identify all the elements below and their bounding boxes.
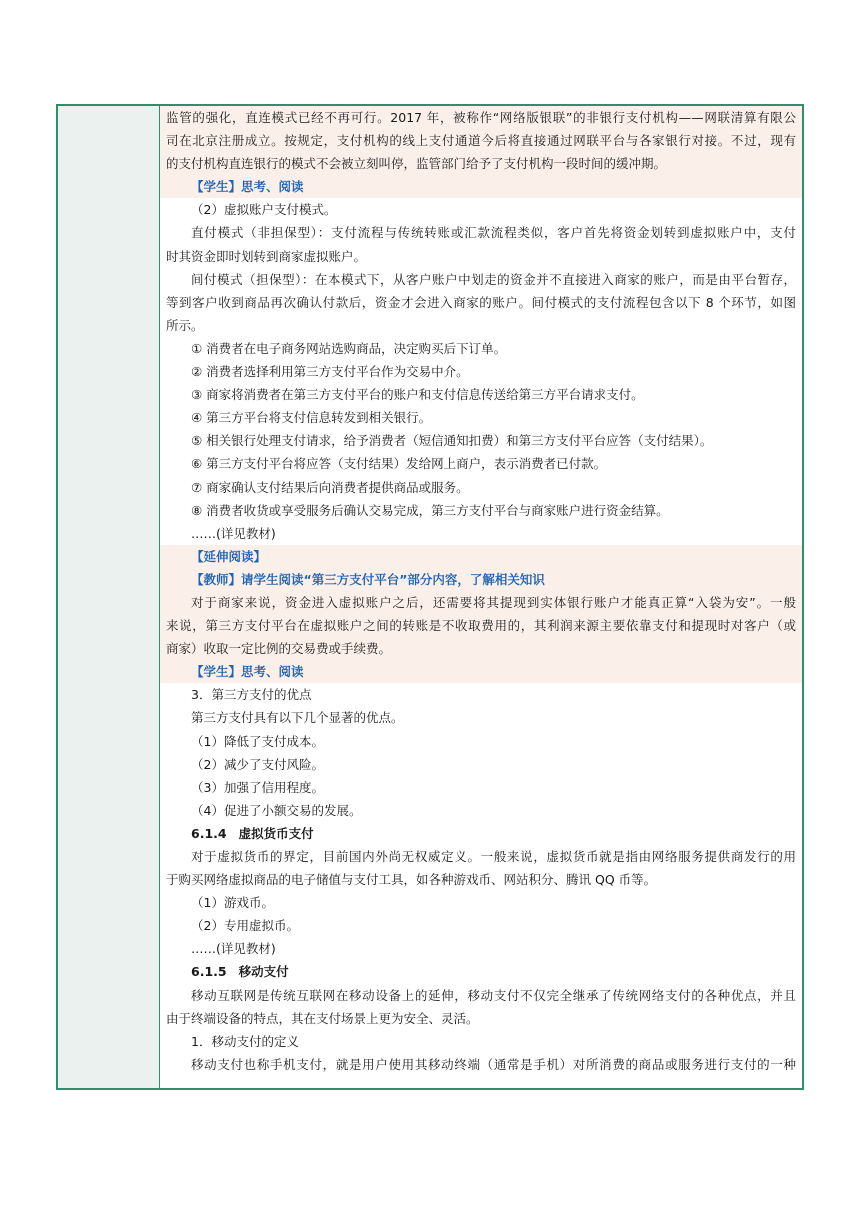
subsection-heading: 3．第三方支付的优点 (191, 687, 312, 703)
text-line: 移动支付也称手机支付，就是用户使用其移动终端（通常是手机）对所消费的商品或服务进行支付的一种 (191, 1056, 796, 1072)
list-item: ② 消费者选择利用第三方支付平台作为交易中介。 (191, 364, 469, 380)
list-item: （1）降低了支付成本。 (191, 733, 324, 749)
subsection-heading: 1．移动支付的定义 (191, 1033, 299, 1049)
list-item: ④ 第三方平台将支付信息转发到相关银行。 (191, 410, 432, 426)
section-heading (166, 960, 796, 983)
text-line: 司在北京注册成立。按规定，支付机构的线上支付通道今后将直接通过网联平台与各家银行对接。不过，现有 (160, 129, 802, 152)
text-line: 对于商家来说，资金进入虚拟账户之后，还需要将其提现到实体银行账户才能真正算“入袋为安”。一般 (160, 591, 802, 614)
text-line: 于购买网络虚拟商品的电子储值与支付工具，如各种游戏币、网站积分、腾讯 QQ 币等。 (166, 872, 657, 888)
text-line: 等到客户收到商品再次确认付款后，资金才会进入商家的账户。间付模式的支付流程包含以下 8 个环节，如图 (166, 294, 796, 310)
section-number: 6.1.5 (191, 964, 227, 980)
student-activity-label: 【学生】思考、阅读 (160, 175, 802, 198)
text-line: 第三方支付具有以下几个显著的优点。 (191, 710, 404, 726)
student-activity-label: 【学生】思考、阅读 (160, 660, 802, 683)
text-line: 的支付机构直连银行的模式不会被立刻叫停，监管部门给予了支付机构一段时间的缓冲期。 (160, 152, 802, 175)
list-item: ⑧ 消费者收货或享受服务后确认交易完成，第三方支付平台与商家账户进行资金结算。 (191, 502, 669, 518)
section-title: 虚拟货币支付 (238, 825, 314, 841)
text-line: 对于虚拟货币的界定，目前国内外尚无权威定义。一般来说，虚拟货币就是指由网络服务提供商发行的用 (191, 849, 796, 864)
text-line: 监管的强化，直连模式已经不再可行。2017 年，被称作“网络版银联”的非银行支付机构——网联清算有限公 (160, 106, 802, 129)
list-item: （2）专用虚拟币。 (191, 918, 299, 934)
list-item: ③ 商家将消费者在第三方支付平台的账户和支付信息传送给第三方平台请求支付。 (191, 387, 644, 403)
list-item: ⑥ 第三方支付平台将应答（支付结果）发给网上商户，表示消费者已付款。 (191, 456, 607, 472)
see-textbook-note: ……(详见教材) (191, 941, 276, 957)
section-number: 6.1.4 (191, 825, 227, 841)
extended-reading-label: 【延伸阅读】 (160, 545, 802, 568)
text-line: （2）虚拟账户支付模式。 (191, 202, 337, 218)
list-item: （3）加强了信用程度。 (191, 779, 324, 795)
table-content-column (160, 106, 802, 1088)
section-title: 移动支付 (238, 964, 289, 980)
text-line: 移动互联网是传统互联网在移动设备上的延伸，移动支付不仅完全继承了传统网络支付的各种优点，并且 (191, 987, 796, 1003)
list-item: ⑤ 相关银行处理支付请求，给予消费者（短信通知扣费）和第三方支付平台应答（支付结果）。 (191, 433, 713, 449)
list-item: （4）促进了小额交易的发展。 (191, 802, 362, 818)
table-left-column (58, 106, 160, 1088)
list-item: （2）减少了支付风险。 (191, 756, 324, 772)
see-textbook-note: ……(详见教材) (191, 525, 276, 541)
text-line: 时其资金即时划转到商家虚拟账户。 (166, 248, 367, 264)
text-line: 由于终端设备的特点，其在支付场景上更为安全、灵活。 (166, 1010, 479, 1026)
text-line: 商家）收取一定比例的交易费或手续费。 (160, 637, 802, 660)
lesson-table (56, 104, 804, 1090)
teacher-activity-label: 【教师】请学生阅读“第三方支付平台”部分内容，了解相关知识 (160, 568, 802, 591)
list-item: （1）游戏币。 (191, 895, 274, 911)
section-heading (166, 822, 796, 845)
text-line: 间付模式（担保型）：在本模式下，从客户账户中划走的资金并不直接进入商家的账户，而是由平台暂存， (191, 271, 796, 287)
text-line: 所示。 (166, 317, 204, 333)
list-item: ⑦ 商家确认支付结果后向消费者提供商品或服务。 (191, 479, 469, 495)
list-item: ① 消费者在电子商务网站选购商品，决定购买后下订单。 (191, 340, 507, 356)
text-line: 直付模式（非担保型）：支付流程与传统转账或汇款流程类似，客户首先将资金划转到虚拟账户中，支付 (191, 225, 796, 241)
text-line: 来说，第三方支付平台在虚拟账户之间的转账是不收取费用的，其利润来源主要依靠支付和提现时对客户（或 (160, 614, 802, 637)
